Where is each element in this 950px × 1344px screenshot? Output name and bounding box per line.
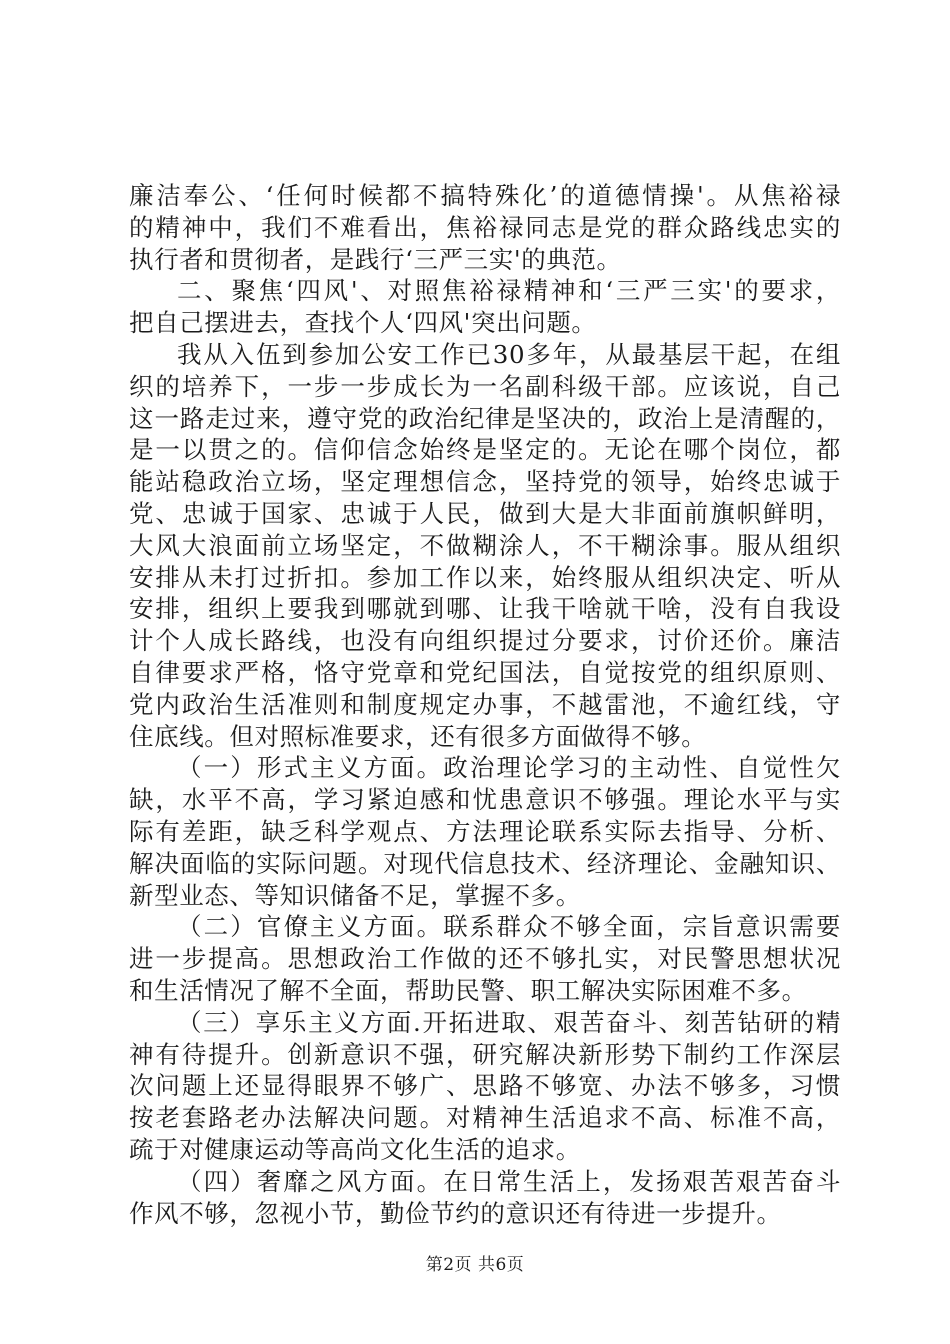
- text-line: 安排从未打过折扣。参加工作以来，始终服从组织决定、听从: [129, 562, 841, 592]
- paragraph: [129, 1007, 841, 1166]
- text-line: （三）享乐主义方面.开拓进取、艰苦奋斗、刻苦钻研的精: [177, 1007, 841, 1037]
- text-line: 我从入伍到参加公安工作已30多年，从最基层干起，在组: [177, 339, 841, 369]
- paragraph: [129, 275, 841, 339]
- text-line: 安排，组织上要我到哪就到哪、让我干啥就干啥，没有自我设: [129, 594, 841, 624]
- document-body: [129, 180, 841, 1229]
- text-line: 二、聚焦‘四风'、对照焦裕禄精神和‘三严三实'的要求，: [177, 276, 841, 306]
- paragraph: [129, 752, 841, 911]
- text-line: 计个人成长路线，也没有向组织提过分要求，讨价还价。廉洁: [129, 626, 841, 656]
- text-line: 大风大浪面前立场坚定，不做糊涂人，不干糊涂事。服从组织: [129, 530, 841, 560]
- text-line: 这一路走过来，遵守党的政治纪律是坚决的，政治上是清醒的，: [129, 403, 841, 433]
- paragraph: [129, 180, 841, 275]
- text-line: （一）形式主义方面。政治理论学习的主动性、自觉性欠: [177, 753, 841, 783]
- page-number-footer: 第2页 共6页: [425, 1255, 525, 1275]
- text-line: 疏于对健康运动等高尚文化生活的追求。: [129, 1134, 581, 1164]
- text-line: 次问题上还显得眼界不够广、思路不够宽、办法不够多，习惯: [129, 1071, 841, 1101]
- text-line: 自律要求严格，恪守党章和党纪国法，自觉按党的组织原则、: [129, 657, 841, 687]
- text-line: 能站稳政治立场，坚定理想信念，坚持党的领导，始终忠诚于: [129, 467, 841, 497]
- text-line: 际有差距，缺乏科学观点、方法理论联系实际去指导、分析、: [129, 816, 841, 846]
- text-line: （四）奢靡之风方面。在日常生活上，发扬艰苦艰苦奋斗: [177, 1166, 841, 1196]
- text-line: 缺，水平不高，学习紧迫感和忧患意识不够强。理论水平与实: [129, 785, 841, 815]
- text-line: 进一步提高。思想政治工作做的还不够扎实，对民警思想状况: [129, 944, 841, 974]
- text-line: 按老套路老办法解决问题。对精神生活追求不高、标准不高，: [129, 1103, 841, 1133]
- text-line: 是一以贯之的。信仰信念始终是坚定的。无论在哪个岗位，都: [129, 435, 841, 465]
- text-line: 党、忠诚于国家、忠诚于人民，做到大是大非面前旗帜鲜明，: [129, 498, 841, 528]
- paragraph: [129, 911, 841, 1006]
- text-line: 和生活情况了解不全面，帮助民警、职工解决实际困难不多。: [129, 975, 807, 1005]
- text-line: 神有待提升。创新意识不强，研究解决新形势下制约工作深层: [129, 1039, 841, 1069]
- text-line: 织的培养下，一步一步成长为一名副科级干部。应该说，自己: [129, 371, 841, 401]
- text-line: 把自己摆进去，查找个人‘四风'突出问题。: [129, 308, 597, 338]
- text-line: 新型业态、等知识储备不足，掌握不多。: [129, 880, 581, 910]
- text-line: 的精神中，我们不难看出，焦裕禄同志是党的群众路线忠实的: [129, 212, 841, 242]
- paragraph: [129, 1166, 841, 1230]
- text-line: 执行者和贯彻者，是践行‘三严三实'的典范。: [129, 244, 622, 274]
- text-line: 廉洁奉公、‘任何时候都不搞特殊化’的道德情操'。从焦裕禄: [129, 181, 841, 210]
- text-line: 党内政治生活准则和制度规定办事，不越雷池，不逾红线，守: [129, 689, 841, 719]
- text-line: 作风不够，忽视小节，勤俭节约的意识还有待进一步提升。: [129, 1198, 782, 1228]
- text-line: 解决面临的实际问题。对现代信息技术、经济理论、金融知识、: [129, 848, 841, 878]
- text-line: （二）官僚主义方面。联系群众不够全面，宗旨意识需要: [177, 912, 841, 942]
- text-line: 住底线。但对照标准要求，还有很多方面做得不够。: [129, 721, 707, 751]
- paragraph: [129, 339, 841, 752]
